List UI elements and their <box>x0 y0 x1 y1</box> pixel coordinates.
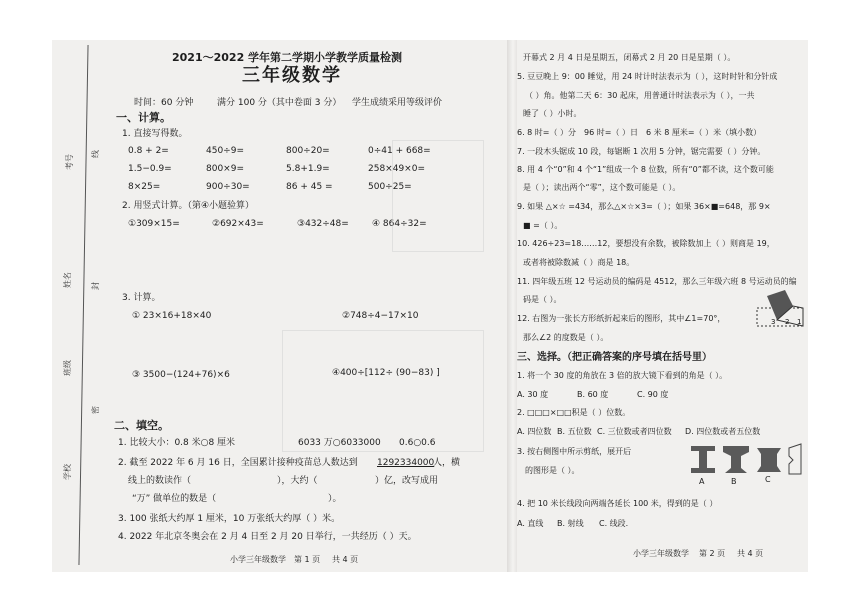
q2-item: ②692×43= <box>212 219 264 229</box>
footer-subject: 小学三年级数学 <box>230 555 286 564</box>
binding-exam-no: 考号 <box>65 154 74 170</box>
fill-line: （ ）角。他第二天 6：30 起床，用普通计时法表示为（ ），一共 <box>525 91 755 100</box>
footer-page: 第 1 页 <box>294 555 321 564</box>
fill-q2: ）。 <box>328 494 342 504</box>
choice-q3: 3. 按右侧图中所示剪纸，展开后 <box>517 447 632 456</box>
fill-q2-number: 1292334000 <box>377 458 435 468</box>
choice-q1: 1. 将一个 30 度的角放在 3 倍的放大镜下看到的角是（ ）。 <box>517 371 728 380</box>
fill-line: 10. 426÷23=18……12，要想没有余数，被除数加上（ ）则商是 19， <box>517 239 775 248</box>
section1-heading: 一、计算。 <box>116 111 171 124</box>
fill-line: 是（ ）；读出两个“零”，这个数可能是（ ）。 <box>523 183 681 192</box>
figure-label-a: A <box>699 477 705 486</box>
choice-option: B. 五位数 <box>557 427 592 436</box>
fill-q2: “万” 做单位的数是（ <box>132 494 217 504</box>
angle-label-1: 1 <box>797 318 802 326</box>
q1-cell: 800×9= <box>206 164 244 174</box>
fill-q2: ）亿，改写成用 <box>375 476 439 486</box>
fill-q3: 3. 100 张纸大约厚 1 厘米，10 万张纸大约厚（ ）米。 <box>118 514 341 524</box>
fill-line: 9. 如果 △×☆ =434，那么△×☆×3=（ ）；如果 36×■=648，那 9× <box>517 202 771 211</box>
angle-label-2: 2 <box>785 318 790 326</box>
choice-option: A. 直线 <box>517 519 544 528</box>
q3-item: ① 23×16+18×40 <box>132 311 212 321</box>
q1-cell: 8×25= <box>128 182 161 192</box>
fill-q2: ），大约（ <box>277 476 318 486</box>
binding-school: 学校 <box>63 464 72 480</box>
choice-q4: 4. 把 10 米长线段向两端各延长 100 米，得到的是（ ） <box>517 499 718 508</box>
q3-item: ③ 3500−(124+76)×6 <box>132 370 230 380</box>
figure-label-b: B <box>731 477 737 486</box>
fill-line: 睡了（ ）小时。 <box>523 109 582 118</box>
q1-cell: 0÷41 + 668= <box>368 146 431 156</box>
footer-page: 第 2 页 <box>699 549 726 558</box>
choice-option: C. 三位数或者四位数 <box>597 427 672 436</box>
choice-option: B. 60 度 <box>577 390 609 399</box>
choice-option: C. 90 度 <box>637 390 669 399</box>
fill-q1: 6033 万○6033000 <box>298 438 381 448</box>
show-through-grid <box>392 140 484 252</box>
q1-title: 1. 直接写得数。 <box>122 129 188 139</box>
q2-item: ④ 864÷32= <box>372 219 427 229</box>
q2-title: 2. 用竖式计算。（第④小题验算） <box>122 201 255 211</box>
q1-cell: 500÷25= <box>368 182 412 192</box>
choice-option: B. 射线 <box>557 519 584 528</box>
q1-cell: 1.5−0.9= <box>128 164 172 174</box>
q1-cell: 86 + 45 = <box>286 182 333 192</box>
binding-line <box>78 45 88 565</box>
fill-line: 或者将被除数减（ ）商是 18。 <box>523 258 635 267</box>
fill-q1: 0.6○0.6 <box>399 438 436 448</box>
fill-q2: 2. 截至 2022 年 6 月 16 日，全国累计接种疫苗总人数达到 <box>118 458 358 468</box>
fill-line: 码是（ ）。 <box>523 295 562 304</box>
exam-grading: 学生成绩采用等级评价 <box>352 98 443 108</box>
q1-cell: 450÷9= <box>206 146 244 156</box>
page-fold <box>507 40 517 572</box>
subject-title: 三年级数学 <box>242 65 342 86</box>
choice-q2: 2. □□□×□□积是（ ）位数。 <box>517 408 631 417</box>
q1-cell: 900÷30= <box>206 182 250 192</box>
angle-label-3: 3 <box>771 318 776 326</box>
choice-option: A. 30 度 <box>517 390 549 399</box>
choice-option: D. 四位数或者五位数 <box>685 427 761 436</box>
section2-heading: 二、填空。 <box>114 419 169 432</box>
q1-cell: 258×49×0= <box>368 164 425 174</box>
fill-line: 5. 豆豆晚上 9：00 睡觉，用 24 时计时法表示为（ ），这时时针和分针成 <box>517 72 778 81</box>
footer-subject: 小学三年级数学 <box>633 549 689 558</box>
q3-item: ④400÷[112÷ (90−83) ] <box>332 368 440 378</box>
footer-total: 共 4 页 <box>737 549 764 558</box>
q3-item: ②748÷4−17×10 <box>342 311 419 321</box>
section3-heading: 三、选择。（把正确答案的序号填在括号里） <box>517 352 712 363</box>
binding-line-label: 线 <box>91 150 100 158</box>
q3-title: 3. 计算。 <box>122 293 161 303</box>
folded-paper-figure <box>755 288 807 334</box>
binding-seal: 封 <box>91 282 100 290</box>
exam-page-2 <box>517 40 808 572</box>
fill-line: 8. 用 4 个“0”和 4 个“1”组成一个 8 位数，所有“0”都不读，这个数可能 <box>517 165 774 174</box>
binding-secret: 密 <box>91 406 100 414</box>
choice-option: C. 线段. <box>599 519 629 528</box>
q1-cell: 0.8 + 2= <box>128 146 169 156</box>
q2-item: ③432÷48= <box>297 219 349 229</box>
choice-option: A. 四位数 <box>517 427 552 436</box>
fill-line: 6. 8 时=（ ）分 96 时=（ ）日 6 米 8 厘米=（ ）米（填小数） <box>517 128 762 137</box>
show-through-table <box>282 330 484 452</box>
figure-label-c: C <box>765 475 771 484</box>
fill-line: 11. 四年级五班 12 号运动员的编码是 4512，那么三年级六班 8 号运动员的编 <box>517 277 797 286</box>
fill-q1: 1. 比较大小：0.8 米○8 厘米 <box>118 438 236 448</box>
exam-photo <box>52 40 808 572</box>
fill-q4: 4. 2022 年北京冬奥会在 2 月 4 日至 2 月 20 日举行，一共经历（ ）天。 <box>118 532 417 542</box>
exam-page-1 <box>52 40 507 572</box>
q2-item: ①309×15= <box>128 219 180 229</box>
binding-name: 姓名 <box>63 272 72 288</box>
fill-q2: 线上的数读作（ <box>128 476 192 486</box>
binding-class: 班级 <box>63 360 72 376</box>
paper-cut-figures <box>685 438 805 478</box>
exam-title: 2021～2022 学年第二学期小学教学质量检测 <box>172 51 403 64</box>
fill-line: 那么∠2 的度数是（ ）。 <box>523 333 609 342</box>
fill-line: 12. 右图为一张长方形纸折起来后的图形，其中∠1=70°， <box>517 314 726 323</box>
fill-line: 开幕式 2 月 4 日是星期五，闭幕式 2 月 20 日是星期（ ）。 <box>523 53 736 62</box>
q1-cell: 800÷20= <box>286 146 330 156</box>
fill-line: 7. 一段木头锯成 10 段，每锯断 1 次用 5 分钟，锯完需要（ ）分钟。 <box>517 147 766 156</box>
q1-cell: 5.8+1.9= <box>286 164 330 174</box>
exam-time: 时间：60 分钟 <box>134 98 194 108</box>
exam-score: 满分 100 分（其中卷面 3 分） <box>217 98 342 108</box>
footer-total: 共 4 页 <box>332 555 359 564</box>
choice-q3: 的图形是（ ）。 <box>525 466 580 475</box>
fill-line: ■ =（ ）。 <box>523 221 563 230</box>
fill-q2: 人，横 <box>433 458 461 468</box>
